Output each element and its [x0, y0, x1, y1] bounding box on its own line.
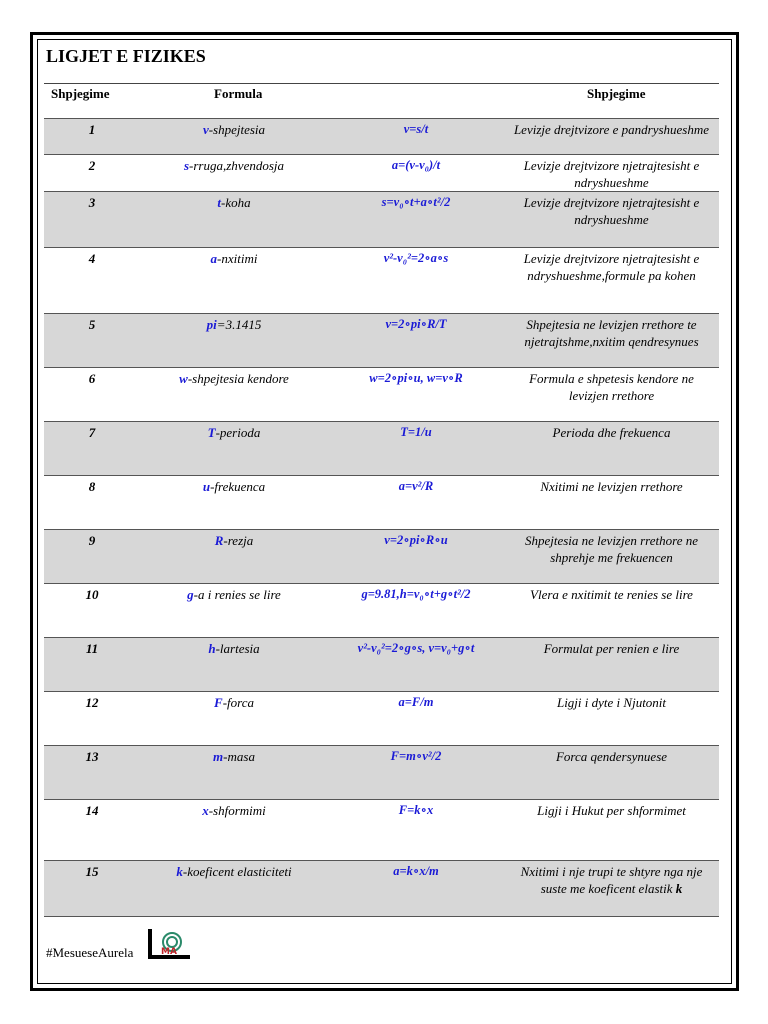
header-formula: Formula [214, 86, 263, 101]
description-text: Vlera e nxitimit te renies se lire [530, 587, 693, 602]
row-number: 5 [44, 314, 140, 368]
description-text: Shpejtesia ne levizjen rrethore te njetrajtshme,nxitim qendresynues [524, 317, 699, 349]
variable-symbol: pi [206, 317, 217, 332]
variable-cell [140, 368, 328, 422]
formula-cell: a=k∘x/m [328, 861, 504, 917]
table-row [44, 248, 719, 314]
variable-cell [140, 248, 328, 314]
header-rule [44, 83, 719, 84]
variable-name: -shformimi [208, 803, 266, 818]
variable-name: -nxitimi [217, 251, 258, 266]
row-number: 13 [44, 746, 140, 800]
table-row [44, 800, 719, 861]
formula-cell: a=(v-v₀)/t [328, 155, 504, 192]
description-text: Forca qendersynuese [555, 749, 668, 764]
description-text: Formula e shpetesis kendore ne levizjen rrethore [529, 371, 694, 403]
variable-cell [140, 476, 328, 530]
table-row [44, 119, 719, 155]
description-cell [504, 192, 719, 248]
table-row [44, 861, 719, 917]
variable-symbol: s [183, 158, 190, 173]
row-number: 12 [44, 692, 140, 746]
variable-cell [140, 422, 328, 476]
formula-cell: v²-v₀²=2∘g∘s, v=v₀+g∘t [328, 638, 504, 692]
description-text: Perioda dhe frekuenca [552, 425, 671, 440]
logo-text: MA [161, 947, 177, 957]
formula-cell: T=1/u [328, 422, 504, 476]
table-row [44, 192, 719, 248]
physics-table [44, 118, 719, 917]
variable-name: -koeficent elasticiteti [182, 864, 292, 879]
row-number: 2 [44, 155, 140, 192]
variable-symbol: F [214, 695, 223, 710]
variable-cell [140, 861, 328, 917]
description-cell [504, 861, 719, 917]
description-cell [504, 638, 719, 692]
variable-symbol: w [179, 371, 188, 386]
logo-icon [148, 929, 190, 959]
description-cell [504, 248, 719, 314]
row-number: 6 [44, 368, 140, 422]
variable-cell [140, 692, 328, 746]
variable-symbol: g [187, 587, 194, 602]
variable-name: -rezja [223, 533, 254, 548]
variable-name: =3.1415 [216, 317, 262, 332]
variable-symbol: x [202, 803, 209, 818]
description-text: Levizje drejtvizore njetrajtesisht e ndryshueshme [523, 158, 700, 190]
row-number: 14 [44, 800, 140, 861]
formula-cell: v=s/t [328, 119, 504, 155]
table-row [44, 476, 719, 530]
variable-symbol: h [208, 641, 216, 656]
table-row [44, 368, 719, 422]
description-cell [504, 155, 719, 192]
variable-cell [140, 584, 328, 638]
table-row [44, 422, 719, 476]
description-cell [504, 746, 719, 800]
description-text: Ligji i Hukut per shformimet [537, 803, 686, 818]
variable-name: -perioda [215, 425, 261, 440]
table-row [44, 638, 719, 692]
description-text: Formulat per renien e lire [543, 641, 680, 656]
variable-name: -forca [222, 695, 254, 710]
row-number: 15 [44, 861, 140, 917]
description-bold: k [675, 881, 683, 896]
description-text: Levizje drejtvizore njetrajtesisht e ndryshueshme,formule pa kohen [523, 251, 700, 283]
formula-cell: F=m∘v²/2 [328, 746, 504, 800]
table-row [44, 314, 719, 368]
description-cell [504, 476, 719, 530]
variable-cell [140, 530, 328, 584]
variable-cell [140, 746, 328, 800]
variable-symbol: T [207, 425, 216, 440]
formula-cell: g=9.81,h=v₀∘t+g∘t²/2 [328, 584, 504, 638]
row-number: 11 [44, 638, 140, 692]
description-text: Levizje drejtvizore njetrajtesisht e ndryshueshme [523, 195, 700, 227]
description-cell [504, 368, 719, 422]
variable-symbol: R [214, 533, 224, 548]
row-number: 7 [44, 422, 140, 476]
variable-cell [140, 192, 328, 248]
row-number: 4 [44, 248, 140, 314]
variable-name: -masa [223, 749, 255, 764]
description-cell [504, 422, 719, 476]
variable-symbol: k [176, 864, 183, 879]
variable-symbol: m [213, 749, 224, 764]
variable-name: -rruga,zhvendosja [189, 158, 285, 173]
description-text: Nxitimi i nje trupi te shtyre nga nje suste me koeficent elastik [520, 864, 703, 896]
variable-cell [140, 800, 328, 861]
description-cell [504, 119, 719, 155]
variable-name: -frekuenca [210, 479, 266, 494]
description-cell [504, 584, 719, 638]
table-row [44, 692, 719, 746]
variable-cell [140, 638, 328, 692]
description-text: Ligji i dyte i Njutonit [556, 695, 667, 710]
formula-cell: F=k∘x [328, 800, 504, 861]
table-row [44, 584, 719, 638]
formula-cell: w=2∘pi∘u, w=v∘R [328, 368, 504, 422]
row-number: 3 [44, 192, 140, 248]
variable-symbol: a [210, 251, 218, 266]
description-cell [504, 314, 719, 368]
variable-symbol: u [202, 479, 211, 494]
description-cell [504, 692, 719, 746]
header-col1: Shpjegime [51, 86, 110, 101]
page-title: LIGJET E FIZIKES [46, 46, 206, 66]
formula-cell: a=F/m [328, 692, 504, 746]
row-number: 1 [44, 119, 140, 155]
variable-name: -a i renies se lire [193, 587, 281, 602]
table-row [44, 530, 719, 584]
formula-cell: v=2∘pi∘R/T [328, 314, 504, 368]
formula-cell: v²-v₀²=2∘a∘s [328, 248, 504, 314]
description-cell [504, 800, 719, 861]
variable-symbol: v [202, 122, 209, 137]
variable-cell [140, 155, 328, 192]
variable-name: -shpejtesia kendore [187, 371, 289, 386]
description-text: Nxitimi ne levizjen rrethore [540, 479, 683, 494]
formula-cell: a=v²/R [328, 476, 504, 530]
row-number: 8 [44, 476, 140, 530]
formula-cell: v=2∘pi∘R∘u [328, 530, 504, 584]
variable-cell [140, 314, 328, 368]
variable-name: -shpejtesia [208, 122, 266, 137]
table-row [44, 155, 719, 192]
footer-signature: #MesueseAurela [46, 945, 134, 960]
variable-symbol: t [217, 195, 221, 210]
header-col4: Shpjegime [587, 86, 646, 101]
variable-cell [140, 119, 328, 155]
formula-cell: s=v₀∘t+a∘t²/2 [328, 192, 504, 248]
variable-name: -koha [221, 195, 251, 210]
row-number: 10 [44, 584, 140, 638]
description-text: Levizje drejtvizore e pandryshueshme [513, 122, 710, 137]
table-row [44, 746, 719, 800]
description-cell [504, 530, 719, 584]
variable-name: -lartesia [215, 641, 260, 656]
row-number: 9 [44, 530, 140, 584]
description-text: Shpejtesia ne levizjen rrethore ne shprehje me frekuencen [524, 533, 699, 565]
